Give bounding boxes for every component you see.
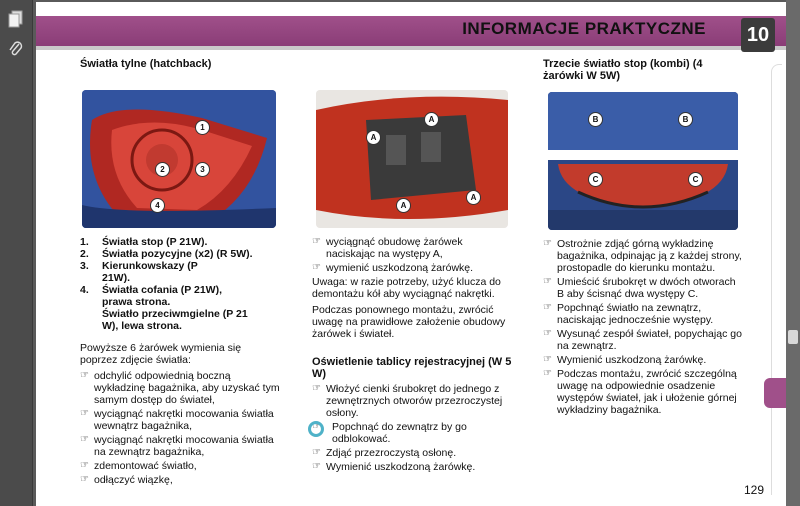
step-4: ☞ zdemontować światło, (80, 460, 280, 472)
step-3: ☞ wyciągnąć nakrętki mocowania światła na zewnątrz bagażnika, (80, 434, 280, 458)
plate-step-3: ☞ Zdjąć przezroczystą osłonę. (312, 447, 512, 459)
scrollbar[interactable] (786, 0, 800, 506)
swirl-icon (308, 421, 324, 437)
attachment-icon[interactable] (5, 38, 27, 60)
third-step-2: ☞ Umieścić śrubokręt w dwóch otworach B aby ścisnąć dwa występy C. (543, 276, 743, 300)
callout-a-3: A (396, 198, 411, 213)
third-step-5: ☞ Wymienić uszkodzoną żarówkę. (543, 354, 743, 366)
bulb-list (80, 236, 280, 332)
step-2: ☞ wyciągnąć nakrętki mocowania światła wewnątrz bagażnika, (80, 408, 280, 432)
section-heading-third-brake-light: Trzecie światło stop (kombi) (4 żarówki W 5W) (543, 58, 703, 82)
rear-light-photo (82, 90, 276, 228)
page-title: INFORMACJE PRAKTYCZNE (462, 19, 706, 38)
scrollbar-thumb[interactable] (788, 330, 798, 344)
plate-light-procedure (312, 383, 512, 475)
chapter-badge: 10 (741, 18, 775, 52)
step-5: ☞ odłączyć wiązkę, (80, 474, 280, 486)
bulb-item-1: 1. Światła stop (P 21W). (80, 236, 208, 248)
bulb-item-2: 2. Światła pozycyjne (x2) (R 5W). (80, 248, 253, 260)
thumbnails-icon[interactable] (5, 8, 27, 30)
third-step-6: ☞ Podczas montażu, zwrócić szczególną uwagę na odpowiednie osadzenie występów świateł, jak i ułożenie górnej wykładziny bagażnika. (543, 368, 743, 416)
bulb-item-4: 4. Światła cofania (P 21W), prawa strona. (80, 284, 223, 308)
header-strip (36, 46, 786, 50)
page-edge-line (771, 64, 782, 495)
third-light-procedure (543, 238, 743, 418)
callout-b-1: B (588, 112, 603, 127)
page-number: 129 (744, 483, 765, 497)
callout-a-4: A (466, 190, 481, 205)
step-1: ☞ odchylić odpowiednią boczną wykładzinę bagażnika, aby uzyskać tym samym dostęp do świateł, (80, 370, 280, 406)
chapter-edge-tab (764, 378, 786, 408)
callout-a-2: A (424, 112, 439, 127)
callout-3: 3 (195, 162, 210, 177)
third-step-1: ☞ Ostrożnie zdjąć górną wykładzinę bagażnika, odpinając ją z każdej strony, prostopadle do kierunku montażu. (543, 238, 743, 274)
holder-step-1: ☞ wyciągnąć obudowę żarówek naciskając na występy A, (312, 236, 512, 260)
plate-step-1: ☞ Włożyć cienki śrubokręt do jednego z zewnętrznych otworów przezroczystej osłony. (312, 383, 512, 419)
warning-note: Uwaga: w razie potrzeby, użyć klucza do demontażu kół aby wyciągnąć nakrętki. (312, 276, 501, 300)
callout-c-2: C (688, 172, 703, 187)
plate-step-4: ☞ Wymienić uszkodzoną żarówkę. (312, 461, 512, 473)
holder-procedure (312, 236, 512, 344)
third-brake-light-photo (548, 92, 738, 230)
callout-b-2: B (678, 112, 693, 127)
procedure-intro: Powyższe 6 żarówek wymienia się poprzez zdjęcie światła: (80, 342, 242, 366)
section-heading-rear-lights: Światła tylne (hatchback) (80, 58, 212, 70)
holder-step-2: ☞ wymienić uszkodzoną żarówkę. (312, 262, 512, 274)
section-heading-plate-light: Oświetlenie tablicy rejestracyjnej (W 5 W) (312, 356, 512, 380)
bulb-item-3: 3. Kierunkowskazy (P 21W). (80, 260, 198, 284)
plate-step-2: ☞ Popchnąć do zewnątrz by go odblokować. (312, 421, 512, 445)
document-page (36, 2, 786, 506)
callout-a-1: A (366, 130, 381, 145)
third-step-4: ☞ Wysunąć zespół świateł, popychając go na zewnątrz. (543, 328, 743, 352)
callout-2: 2 (155, 162, 170, 177)
callout-4: 4 (150, 198, 165, 213)
callout-c-1: C (588, 172, 603, 187)
bulb-item-5: Światło przeciwmgielne (P 21 W), lewa strona. (102, 308, 248, 332)
third-step-3: ☞ Popchnąć światło na zewnątrz, naciskając jednocześnie występy. (543, 302, 743, 326)
bulb-holder-photo (316, 90, 508, 228)
reassembly-note: Podczas ponownego montażu, zwrócić uwagę na prawidłowe założenie obudowy żarówek i świateł. (312, 304, 506, 340)
viewer-sidebar (0, 0, 33, 506)
callout-1: 1 (195, 120, 210, 135)
rear-light-procedure (80, 342, 280, 488)
